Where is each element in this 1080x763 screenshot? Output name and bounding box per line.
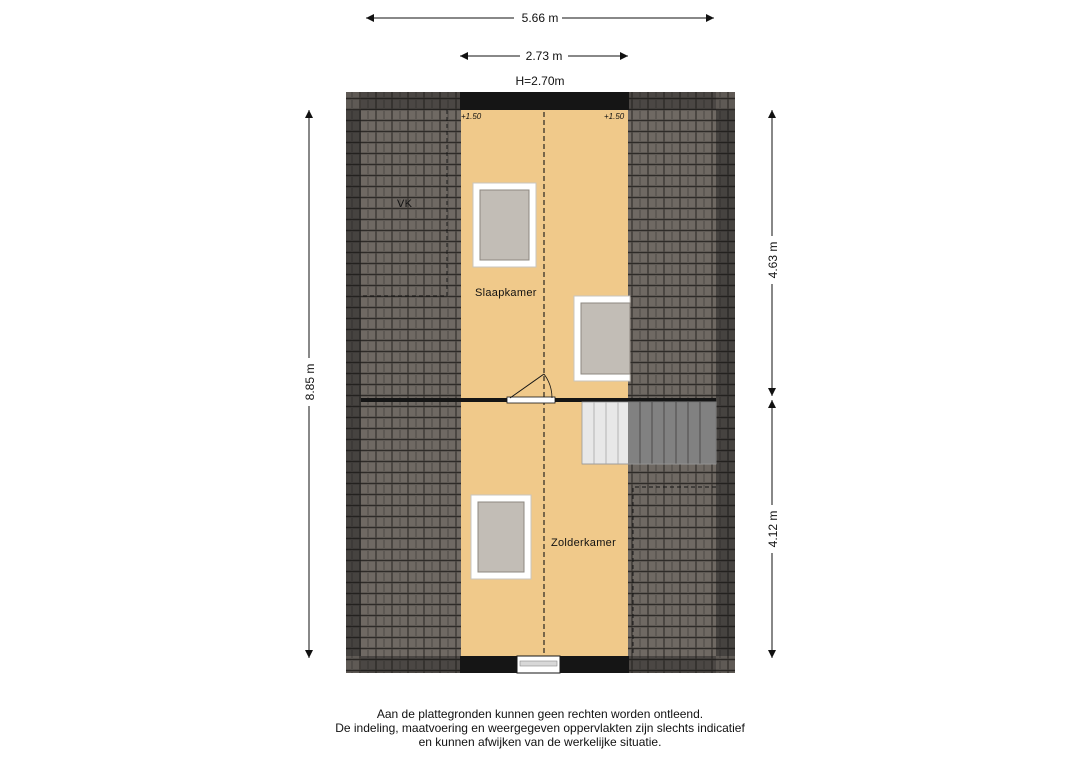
dimension-lower-depth: [765, 400, 780, 658]
dimension-upper-depth: [765, 110, 780, 396]
room-label-slaapkamer: Slaapkamer: [475, 287, 537, 299]
total-depth-label: 8.85 m: [303, 363, 317, 401]
total-width-label: 5.66 m: [521, 11, 559, 25]
building: [346, 92, 735, 673]
roof-right: [628, 110, 716, 656]
dimension-total-depth: [302, 110, 317, 658]
vk-label: VK: [397, 198, 413, 210]
roof-edge-right: [716, 92, 735, 673]
top-wall: [460, 92, 629, 110]
staircase: [582, 402, 716, 464]
height-label: H=2.70m: [515, 74, 565, 88]
partition-left: [361, 398, 507, 402]
partition-right: [555, 398, 716, 402]
dimension-total-width: [366, 11, 714, 25]
upper-depth-label: 4.63 m: [766, 241, 780, 279]
skylight-upper-right: [574, 296, 630, 381]
roof-left: [361, 110, 461, 656]
disclaimer-line-1: Aan de plattegronden kunnen geen rechten worden ontleend.: [376, 707, 704, 721]
dimension-inner-width: [460, 49, 628, 63]
level-marker-left: +1.50: [461, 112, 482, 121]
door-frame: [507, 397, 555, 403]
room-label-zolderkamer: Zolderkamer: [551, 537, 617, 549]
skylight-upper-left: [473, 183, 536, 267]
disclaimer: [0, 707, 1080, 749]
level-marker-right: +1.50: [604, 112, 625, 121]
roof-edge-left: [346, 92, 361, 673]
lower-depth-label: 4.12 m: [766, 510, 780, 548]
inner-width-label: 2.73 m: [525, 49, 563, 63]
disclaimer-line-3: en kunnen afwijken van de werkelijke situatie.: [418, 735, 662, 749]
disclaimer-line-2: De indeling, maatvoering en weergegeven oppervlakten zijn slechts indicatief: [335, 721, 745, 735]
skylight-lower: [471, 495, 531, 579]
